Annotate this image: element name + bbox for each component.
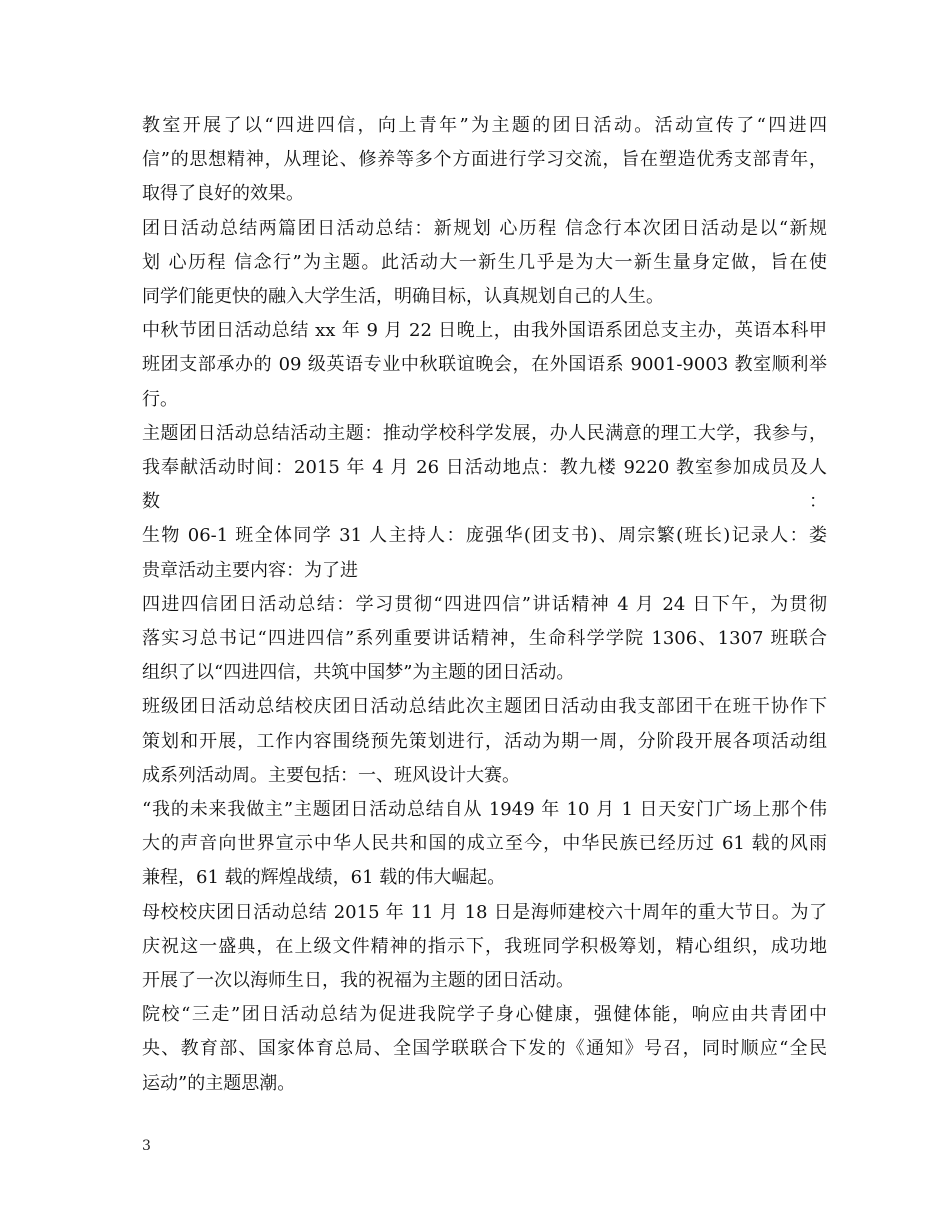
paragraph-3	[142, 314, 827, 417]
text-line: 兼程，61 载的辉煌战绩，61 载的伟大崛起。	[142, 867, 506, 889]
text-line: 我奉献活动时间：2015 年 4 月 26 日活动地点：教九楼 9220 教室参加成员及人数：	[142, 457, 827, 513]
text-line: 运动”的主题思潮。	[142, 1072, 296, 1094]
text-line: 成系列活动周。主要包括：一、班风设计大赛。	[142, 764, 520, 786]
text-line: 生物 06-1 班全体同学 31 人主持人：庞强华(团支书)、周宗繁(班长)记录人：娄	[142, 525, 827, 547]
text-line: 教室开展了以“四进四信，向上青年”为主题的团日活动。活动宣传了“四进四	[142, 115, 827, 136]
document-body	[142, 109, 827, 1101]
paragraph-4	[142, 417, 827, 588]
text-line: 班级团日活动总结校庆团日活动总结此次主题团日活动由我支部团干在班干协作下	[142, 696, 827, 718]
text-line: 主题团日活动总结活动主题：推动学校科学发展，办人民满意的理工大学，我参与，	[142, 422, 827, 444]
text-line: 贵章活动主要内容：为了进	[142, 559, 358, 581]
text-line: 四进四信团日活动总结：学习贯彻“四进四信”讲话精神 4 月 24 日下午，为贯彻	[142, 593, 827, 615]
paragraph-9	[142, 998, 827, 1101]
text-line: 央、教育部、国家体育总局、全国学联联合下发的《通知》号召，同时顺应“全民	[142, 1038, 827, 1060]
text-line: 大的声音向世界宣示中华人民共和国的成立至今，中华民族已经历过 61 载的风雨	[142, 833, 827, 855]
paragraph-5	[142, 588, 827, 691]
text-line: 团日活动总结两篇团日活动总结：新规划 心历程 信念行本次团日活动是以“新规	[142, 217, 827, 239]
text-line: 划 心历程 信念行”为主题。此活动大一新生几乎是为大一新生量身定做，旨在使	[142, 251, 827, 273]
paragraph-2	[142, 212, 827, 315]
text-line: 中秋节团日活动总结 xx 年 9 月 22 日晚上，由我外国语系团总支主办，英语本科甲	[142, 320, 827, 342]
paragraph-7	[142, 793, 827, 896]
text-line: 母校校庆团日活动总结 2015 年 11 月 18 日是海师建校六十周年的重大节日。为了	[142, 901, 827, 923]
paragraph-1	[142, 109, 827, 212]
text-line: 取得了良好的效果。	[142, 183, 304, 205]
text-line: 院校“三走”团日活动总结为促进我院学子身心健康，强健体能，响应由共青团中	[142, 1004, 827, 1026]
text-line: 信”的思想精神，从理论、修养等多个方面进行学习交流，旨在塑造优秀支部青年，	[142, 149, 827, 171]
text-line: 班团支部承办的 09 级英语专业中秋联谊晚会，在外国语系 9001-9003 教室顺利举	[142, 354, 827, 376]
text-line: “我的未来我做主”主题团日活动总结自从 1949 年 10 月 1 日天安门广场上那个伟	[142, 799, 827, 821]
text-line: 开展了一次以海师生日，我的祝福为主题的团日活动。	[142, 970, 574, 992]
text-line: 庆祝这一盛典，在上级文件精神的指示下，我班同学积极筹划，精心组织，成功地	[142, 935, 827, 957]
text-line: 同学们能更快的融入大学生活，明确目标，认真规划自己的人生。	[142, 286, 664, 308]
text-line: 行。	[142, 388, 178, 410]
page-number: 3	[142, 1138, 151, 1154]
paragraph-6	[142, 690, 827, 793]
text-line: 落实习总书记“四进四信”系列重要讲话精神，生命科学学院 1306、1307 班联合	[142, 628, 827, 650]
text-line: 策划和开展，工作内容围绕预先策划进行，活动为期一周，分阶段开展各项活动组	[142, 730, 827, 752]
text-line: 组织了以“四进四信，共筑中国梦”为主题的团日活动。	[142, 662, 575, 684]
paragraph-8	[142, 896, 827, 999]
